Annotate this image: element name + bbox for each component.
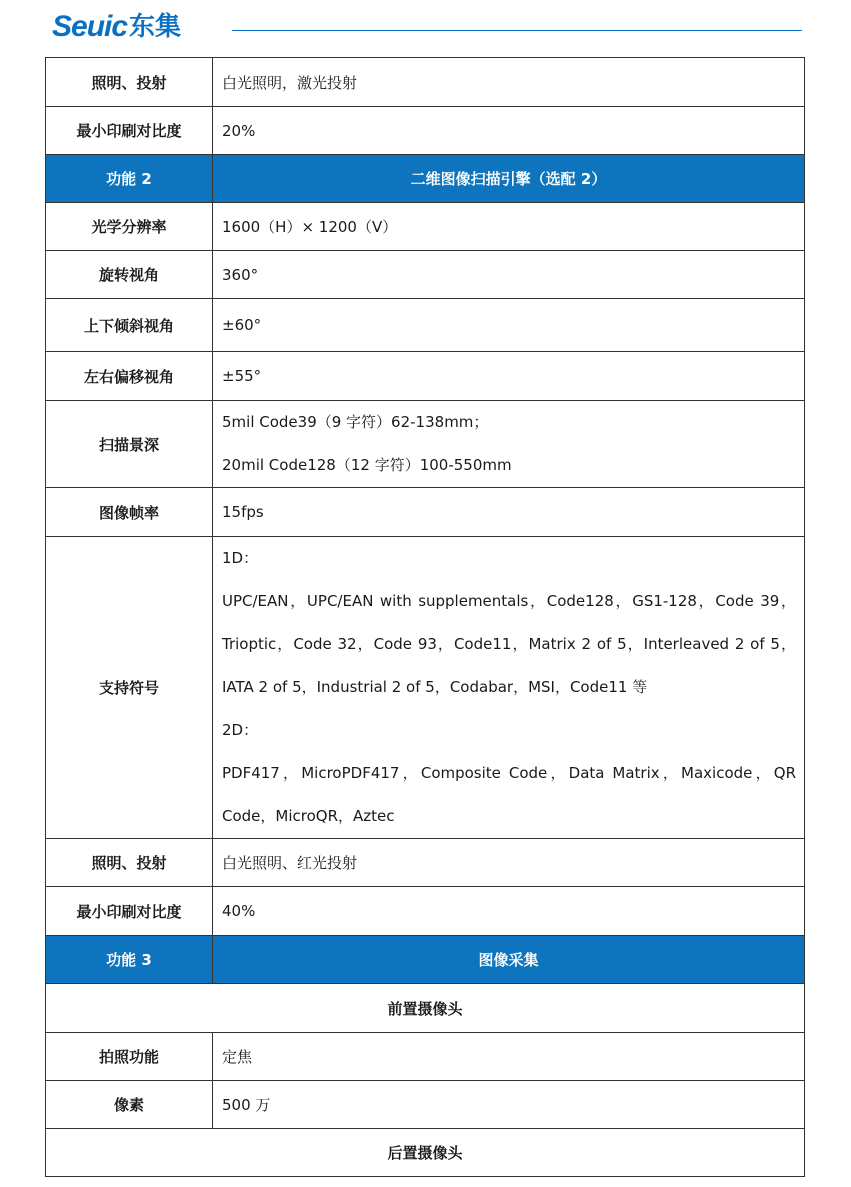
- row-value: 定焦: [213, 1033, 805, 1081]
- section-header-row: [46, 155, 805, 203]
- row-value: [213, 401, 805, 488]
- table-row: [46, 58, 805, 107]
- row-value: 15fps: [213, 488, 805, 537]
- symbology-1d-list: UPC/EAN，UPC/EAN with supplementals，Code128，GS1-128，Code 39，Trioptic，Code 32，Code 93，Code11，Matrix 2 of 5，Interleaved 2 of 5，IATA 2 of 5，Industrial 2 of 5，Codabar，MSI，Code11 等: [222, 592, 796, 696]
- table-row: [46, 352, 805, 401]
- logo-latin-text: Seuic: [52, 10, 128, 43]
- row-label: 光学分辨率: [46, 203, 213, 251]
- subheader-front-camera: 前置摄像头: [46, 984, 805, 1033]
- symbology-1d-heading: 1D：: [222, 549, 259, 567]
- seuic-logo: [52, 10, 181, 44]
- depth-line-2: 20mil Code128（12 字符）100-550mm: [222, 456, 512, 474]
- row-label: 最小印刷对比度: [46, 887, 213, 936]
- table-row: [46, 107, 805, 155]
- row-label: 扫描景深: [46, 401, 213, 488]
- row-label: 最小印刷对比度: [46, 107, 213, 155]
- row-label: 拍照功能: [46, 1033, 213, 1081]
- row-label: 照明、投射: [46, 58, 213, 107]
- row-value: 360°: [213, 251, 805, 299]
- header-divider: [232, 30, 802, 31]
- symbology-2d-heading: 2D：: [222, 721, 259, 739]
- section-header-row: [46, 936, 805, 984]
- table-row: [46, 251, 805, 299]
- row-label: 上下倾斜视角: [46, 299, 213, 352]
- row-label: 图像帧率: [46, 488, 213, 537]
- spec-table: [45, 57, 805, 1177]
- section-label: 功能 2: [46, 155, 213, 203]
- table-row: [46, 488, 805, 537]
- row-label: 照明、投射: [46, 839, 213, 887]
- table-row: [46, 1081, 805, 1129]
- section-title: 二维图像扫描引擎（选配 2）: [213, 155, 805, 203]
- section-label: 功能 3: [46, 936, 213, 984]
- row-value: 40%: [213, 887, 805, 936]
- subheader-rear-camera: 后置摄像头: [46, 1129, 805, 1177]
- logo-cjk-text: 东集: [129, 12, 182, 42]
- table-row: [46, 203, 805, 251]
- row-value: ±60°: [213, 299, 805, 352]
- row-value: ±55°: [213, 352, 805, 401]
- table-row: [46, 1033, 805, 1081]
- row-value: 500 万: [213, 1081, 805, 1129]
- symbology-2d-list: PDF417，MicroPDF417，Composite Code，Data Matrix，Maxicode，QR Code，MicroQR，Aztec: [222, 764, 796, 825]
- row-label: 像素: [46, 1081, 213, 1129]
- section-title: 图像采集: [213, 936, 805, 984]
- row-label: 左右偏移视角: [46, 352, 213, 401]
- row-value: 白光照明、红光投射: [213, 839, 805, 887]
- row-label: 旋转视角: [46, 251, 213, 299]
- row-label: 支持符号: [46, 537, 213, 839]
- table-row: [46, 839, 805, 887]
- table-row: [46, 299, 805, 352]
- subheader-row: [46, 1129, 805, 1177]
- subheader-row: [46, 984, 805, 1033]
- row-value: 1600（H）× 1200（V）: [213, 203, 805, 251]
- table-row: [46, 887, 805, 936]
- page-header: [52, 8, 802, 48]
- row-value: 20%: [213, 107, 805, 155]
- table-row: [46, 537, 805, 839]
- row-value: [213, 537, 805, 839]
- table-row: [46, 401, 805, 488]
- row-value: 白光照明，激光投射: [213, 58, 805, 107]
- depth-line-1: 5mil Code39（9 字符）62-138mm；: [222, 413, 489, 431]
